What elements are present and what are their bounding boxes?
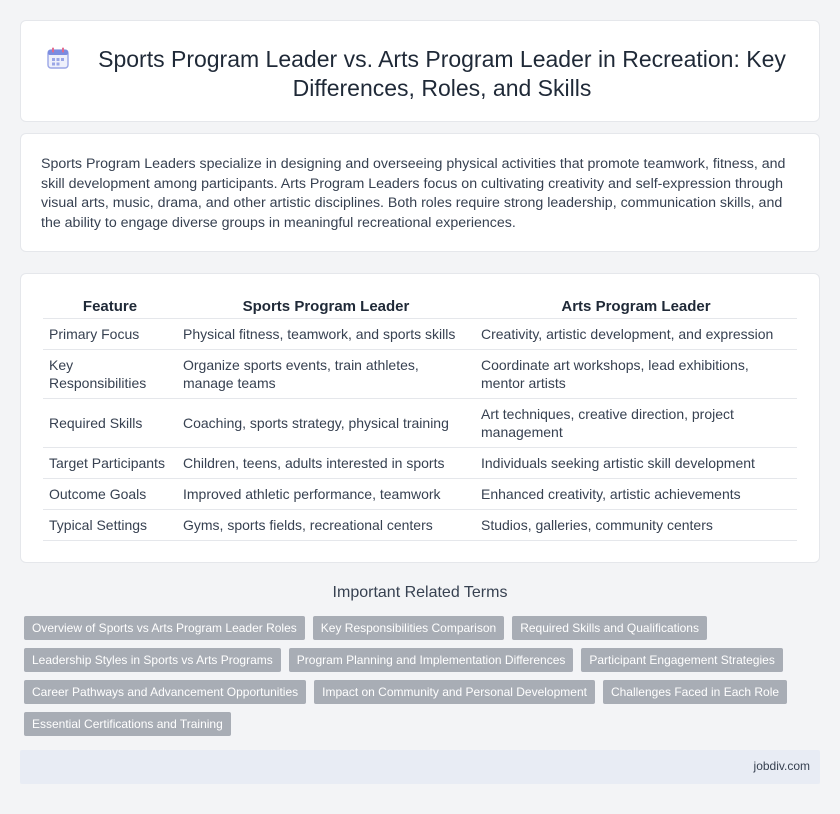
related-terms-title: Important Related Terms: [332, 584, 508, 601]
header-card: [20, 20, 820, 122]
row-arts: Individuals seeking artistic skill development: [475, 448, 797, 479]
table-row: [43, 448, 797, 479]
related-term-tag[interactable]: Key Responsibilities Comparison: [313, 616, 504, 640]
related-term-tag[interactable]: Leadership Styles in Sports vs Arts Programs: [24, 648, 281, 672]
row-sports: Children, teens, adults interested in sports: [177, 448, 475, 479]
header-feature: Feature: [43, 294, 177, 319]
row-sports: Improved athletic performance, teamwork: [177, 479, 475, 510]
table-row: [43, 399, 797, 448]
header-sports: Sports Program Leader: [177, 294, 475, 319]
row-arts: Creativity, artistic development, and expression: [475, 319, 797, 350]
comparison-card: [20, 273, 820, 563]
intro-card: [20, 133, 820, 252]
footer-site-link[interactable]: jobdiv.com: [753, 759, 810, 773]
row-arts: Studios, galleries, community centers: [475, 510, 797, 541]
table-row: [43, 510, 797, 541]
row-feature: Required Skills: [43, 399, 177, 448]
table-row: [43, 350, 797, 399]
row-arts: Coordinate art workshops, lead exhibitions, mentor artists: [475, 350, 797, 399]
row-feature: Primary Focus: [43, 319, 177, 350]
header-arts: Arts Program Leader: [475, 294, 797, 319]
row-feature: Key Responsibilities: [43, 350, 177, 399]
footer: [20, 750, 820, 784]
related-term-tag[interactable]: Career Pathways and Advancement Opportunities: [24, 680, 306, 704]
related-term-tag[interactable]: Challenges Faced in Each Role: [603, 680, 787, 704]
row-sports: Gyms, sports fields, recreational centers: [177, 510, 475, 541]
related-term-tag[interactable]: Participant Engagement Strategies: [581, 648, 782, 672]
row-feature: Outcome Goals: [43, 479, 177, 510]
row-arts: Enhanced creativity, artistic achievements: [475, 479, 797, 510]
related-term-tag[interactable]: Impact on Community and Personal Development: [314, 680, 595, 704]
table-row: [43, 319, 797, 350]
related-term-tag[interactable]: Required Skills and Qualifications: [512, 616, 707, 640]
intro-text: Sports Program Leaders specialize in designing and overseeing physical activities that promote teamwork, fitness, and skill development among participants. Arts Program Leaders focus on cultivating creativity and self-expression through visual arts, music, drama, and other artistic disciplines. Both roles require strong leadership, communication skills, and the ability to engage diverse groups in meaningful recreational experiences.: [41, 156, 786, 231]
row-feature: Typical Settings: [43, 510, 177, 541]
row-arts: Art techniques, creative direction, project management: [475, 399, 797, 448]
related-terms-list: [24, 616, 804, 736]
table-row: [43, 479, 797, 510]
row-sports: Physical fitness, teamwork, and sports skills: [177, 319, 475, 350]
row-sports: Organize sports events, train athletes, manage teams: [177, 350, 475, 399]
row-feature: Target Participants: [43, 448, 177, 479]
related-term-tag[interactable]: Essential Certifications and Training: [24, 712, 231, 736]
related-term-tag[interactable]: Program Planning and Implementation Differences: [289, 648, 574, 672]
comparison-table: [43, 294, 797, 541]
table-header-row: [43, 294, 797, 319]
related-term-tag[interactable]: Overview of Sports vs Arts Program Leader Roles: [24, 616, 305, 640]
page-title: Sports Program Leader vs. Arts Program Leader in Recreation: Key Differences, Roles, and Skills: [98, 46, 786, 101]
row-sports: Coaching, sports strategy, physical training: [177, 399, 475, 448]
calendar-icon: [47, 47, 69, 69]
